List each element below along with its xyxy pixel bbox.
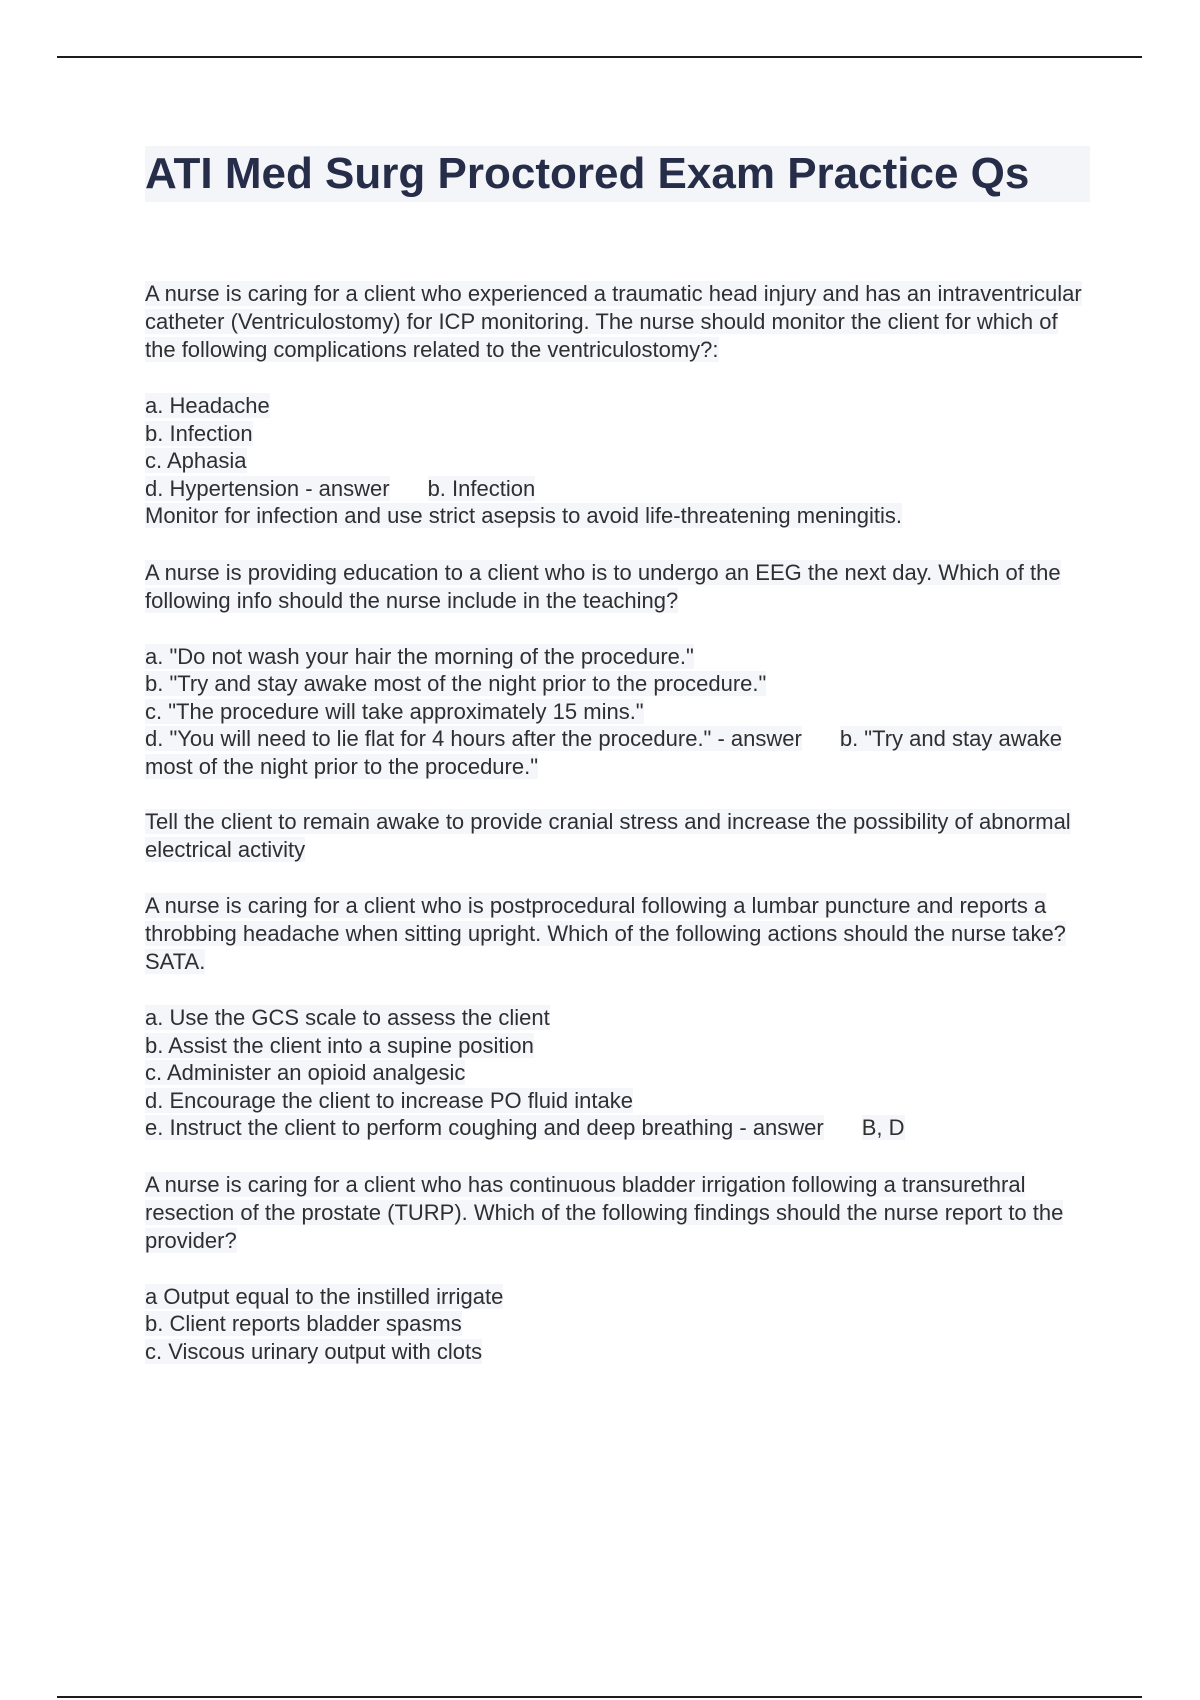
option-d: d. "You will need to lie flat for 4 hours after the procedure." - answer b. "Try and stay awake most of the night prior to the procedure." (145, 726, 1063, 779)
question-4 (145, 1171, 1090, 1366)
option-a: a. Headache (145, 393, 270, 418)
answer: B, D (861, 1115, 905, 1140)
question-list (145, 280, 1090, 1365)
option-a: a Output equal to the instilled irrigate (145, 1283, 504, 1309)
option-list (145, 392, 1090, 502)
option-c: c. Administer an opioid analgesic (145, 1060, 466, 1085)
option-b: b. "Try and stay awake most of the night prior to the procedure." (145, 671, 767, 696)
document-body (145, 146, 1090, 1394)
option-list (145, 1283, 1090, 1366)
question-stem: A nurse is caring for a client who has continuous bladder irrigation following a transurethral resection of the prostate (TURP). Which of the following findings should the nurse report to the provider? (145, 1171, 1064, 1253)
option-list (145, 1004, 1090, 1142)
page-title: ATI Med Surg Proctored Exam Practice Qs (145, 146, 1090, 202)
question-stem: A nurse is providing education to a client who is to undergo an EEG the next day. Which of the following info should the nurse include in the teaching? (145, 559, 1061, 613)
question-1 (145, 280, 1090, 530)
option-list (145, 643, 1090, 781)
option-a: a. "Do not wash your hair the morning of the procedure." (145, 643, 694, 669)
top-rule (57, 56, 1142, 58)
rationale: Monitor for infection and use strict asepsis to avoid life-threatening meningitis. (145, 503, 902, 528)
bottom-rule (57, 1696, 1142, 1698)
rationale: Tell the client to remain awake to provide cranial stress and increase the possibility of abnormal electrical activity (145, 809, 1071, 862)
option-a: a. Use the GCS scale to assess the client (145, 1005, 550, 1030)
question-stem: A nurse is caring for a client who experienced a traumatic head injury and has an intraventricular catheter (Ventriculostomy) for ICP monitoring. The nurse should monitor the client for which of the following complications related to the ventriculostomy?: (145, 281, 1082, 362)
option-c: c. Aphasia (145, 448, 247, 473)
answer: b. Infection (427, 475, 536, 501)
question-3 (145, 892, 1090, 1142)
option-c: c. "The procedure will take approximately 15 mins." (145, 698, 644, 724)
answer: b. "Try and stay awake most of the night prior to the procedure." (145, 726, 1063, 779)
option-d: d. Hypertension - answer b. Infection (145, 475, 536, 501)
option-c: c. Viscous urinary output with clots (145, 1338, 483, 1364)
option-b: b. Infection (145, 420, 253, 446)
question-stem: A nurse is caring for a client who is postprocedural following a lumbar puncture and reports a throbbing headache when sitting upright. Which of the following actions should the nurse take? SATA. (145, 893, 1066, 974)
question-2 (145, 559, 1090, 864)
option-d: d. Encourage the client to increase PO fluid intake (145, 1087, 633, 1113)
option-b: b. Assist the client into a supine position (145, 1032, 534, 1058)
option-e: e. Instruct the client to perform coughing and deep breathing - answer B, D (145, 1115, 905, 1140)
option-b: b. Client reports bladder spasms (145, 1311, 462, 1336)
